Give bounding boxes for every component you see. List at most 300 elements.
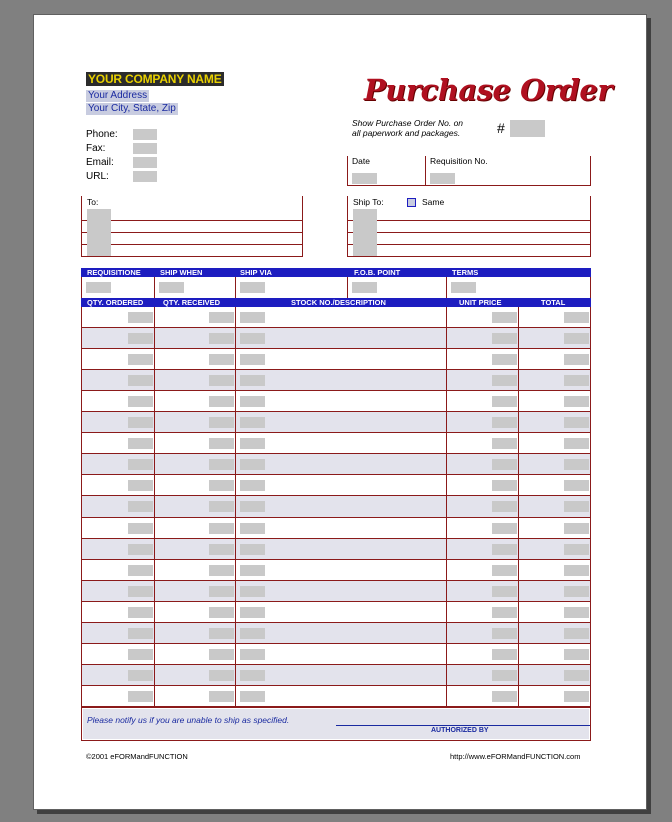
row-column-divider <box>154 412 155 433</box>
po-note <box>352 118 463 138</box>
date-box-bottom-border <box>347 185 591 186</box>
phone-field[interactable] <box>133 129 157 140</box>
unit-price-field[interactable] <box>492 544 517 555</box>
description-field[interactable] <box>240 670 265 681</box>
row-column-divider <box>154 602 155 623</box>
total-field[interactable] <box>564 565 589 576</box>
row-column-divider <box>81 454 82 475</box>
row-column-divider <box>235 686 236 707</box>
row-column-divider <box>81 412 82 433</box>
to-box <box>81 196 303 257</box>
row-column-divider <box>154 496 155 517</box>
row-column-divider <box>81 665 82 686</box>
table-row <box>81 665 591 686</box>
purchase-order-page <box>33 14 647 810</box>
requisition-field[interactable] <box>430 173 455 184</box>
row-column-divider <box>518 328 519 349</box>
terms-field[interactable] <box>451 282 476 293</box>
header-ship-when: SHIP WHEN <box>160 268 203 277</box>
row-column-divider <box>590 602 591 623</box>
row-column-divider <box>81 328 82 349</box>
info-row-sep-5 <box>590 277 591 298</box>
row-column-divider <box>154 518 155 539</box>
po-number-field[interactable] <box>510 120 545 137</box>
unit-price-field[interactable] <box>492 480 517 491</box>
date-box-divider <box>425 156 426 186</box>
qty-ordered-field[interactable] <box>128 565 153 576</box>
qty-received-field[interactable] <box>209 354 234 365</box>
row-column-divider <box>235 518 236 539</box>
copyright: ©2001 eFORMandFUNCTION <box>86 752 188 761</box>
unit-price-field[interactable] <box>492 312 517 323</box>
row-column-divider <box>81 539 82 560</box>
unit-price-field[interactable] <box>492 691 517 702</box>
table-row <box>81 412 591 433</box>
total-field[interactable] <box>564 375 589 386</box>
row-column-divider <box>446 644 447 665</box>
description-field[interactable] <box>240 691 265 702</box>
row-column-divider <box>235 496 236 517</box>
row-column-divider <box>81 560 82 581</box>
qty-received-field[interactable] <box>209 480 234 491</box>
unit-price-field[interactable] <box>492 396 517 407</box>
row-column-divider <box>590 496 591 517</box>
table-row <box>81 307 591 328</box>
qty-ordered-field[interactable] <box>128 438 153 449</box>
header-unit-price: UNIT PRICE <box>459 298 502 307</box>
info-row-sep-1 <box>154 277 155 298</box>
total-field[interactable] <box>564 607 589 618</box>
row-column-divider <box>81 475 82 496</box>
row-column-divider <box>518 412 519 433</box>
row-column-divider <box>81 644 82 665</box>
row-column-divider <box>446 391 447 412</box>
row-column-divider <box>81 370 82 391</box>
to-address-field[interactable] <box>87 209 111 256</box>
header-fob-point: F.O.B. POINT <box>354 268 401 277</box>
company-name: YOUR COMPANY NAME <box>88 72 222 86</box>
ship-to-line-1 <box>347 220 591 221</box>
info-row-sep-2 <box>235 277 236 298</box>
description-field[interactable] <box>240 628 265 639</box>
row-column-divider <box>446 581 447 602</box>
table-row <box>81 686 591 707</box>
row-column-divider <box>446 602 447 623</box>
total-field[interactable] <box>564 544 589 555</box>
row-column-divider <box>154 391 155 412</box>
unit-price-field[interactable] <box>492 375 517 386</box>
qty-received-field[interactable] <box>209 501 234 512</box>
description-field[interactable] <box>240 333 265 344</box>
header-qty-received: QTY. RECEIVED <box>163 298 221 307</box>
row-column-divider <box>518 581 519 602</box>
row-column-divider <box>518 518 519 539</box>
qty-received-field[interactable] <box>209 649 234 660</box>
table-row <box>81 602 591 623</box>
po-note-line-2: all paperwork and packages. <box>352 128 461 138</box>
authorized-by-label: AUTHORIZED BY <box>431 727 489 734</box>
qty-received-field[interactable] <box>209 396 234 407</box>
qty-ordered-field[interactable] <box>128 523 153 534</box>
row-column-divider <box>235 328 236 349</box>
description-field[interactable] <box>240 649 265 660</box>
header-stock-description: STOCK NO./DESCRIPTION <box>291 298 386 307</box>
description-field[interactable] <box>240 417 265 428</box>
total-field[interactable] <box>564 501 589 512</box>
qty-ordered-field[interactable] <box>128 354 153 365</box>
url-field[interactable] <box>133 171 157 182</box>
row-column-divider <box>235 412 236 433</box>
row-column-divider <box>518 560 519 581</box>
qty-received-field[interactable] <box>209 438 234 449</box>
qty-received-field[interactable] <box>209 586 234 597</box>
qty-received-field[interactable] <box>209 565 234 576</box>
row-column-divider <box>590 644 591 665</box>
to-line-1 <box>81 220 303 221</box>
email-label: Email: <box>86 157 114 168</box>
row-column-divider <box>590 518 591 539</box>
table-row <box>81 391 591 412</box>
total-field[interactable] <box>564 523 589 534</box>
table-row <box>81 433 591 454</box>
ship-to-box <box>347 196 591 257</box>
row-column-divider <box>446 349 447 370</box>
row-column-divider <box>446 623 447 644</box>
qty-received-field[interactable] <box>209 459 234 470</box>
row-column-divider <box>81 391 82 412</box>
row-column-divider <box>590 475 591 496</box>
row-column-divider <box>81 496 82 517</box>
row-column-divider <box>446 518 447 539</box>
unit-price-field[interactable] <box>492 354 517 365</box>
description-field[interactable] <box>240 523 265 534</box>
description-field[interactable] <box>240 438 265 449</box>
phone-label: Phone: <box>86 129 118 140</box>
ship-to-line-2 <box>347 232 591 233</box>
same-checkbox[interactable] <box>407 198 416 207</box>
row-column-divider <box>235 644 236 665</box>
qty-ordered-field[interactable] <box>128 670 153 681</box>
to-line-4 <box>81 256 303 257</box>
row-column-divider <box>81 581 82 602</box>
row-column-divider <box>446 686 447 707</box>
row-column-divider <box>446 307 447 328</box>
ship-via-field[interactable] <box>240 282 265 293</box>
qty-ordered-field[interactable] <box>128 312 153 323</box>
unit-price-field[interactable] <box>492 628 517 639</box>
total-field[interactable] <box>564 628 589 639</box>
description-field[interactable] <box>240 312 265 323</box>
description-field[interactable] <box>240 480 265 491</box>
row-column-divider <box>590 539 591 560</box>
qty-ordered-field[interactable] <box>128 691 153 702</box>
description-field[interactable] <box>240 565 265 576</box>
qty-ordered-field[interactable] <box>128 586 153 597</box>
qty-received-field[interactable] <box>209 523 234 534</box>
qty-ordered-field[interactable] <box>128 459 153 470</box>
row-column-divider <box>590 560 591 581</box>
row-column-divider <box>590 454 591 475</box>
row-column-divider <box>235 602 236 623</box>
row-column-divider <box>154 328 155 349</box>
row-column-divider <box>518 496 519 517</box>
row-column-divider <box>235 433 236 454</box>
table-row <box>81 496 591 517</box>
page-title: Purchase Order <box>364 73 613 107</box>
description-field[interactable] <box>240 501 265 512</box>
qty-ordered-field[interactable] <box>128 333 153 344</box>
notify-box <box>81 707 591 741</box>
row-column-divider <box>81 433 82 454</box>
to-box-left <box>81 196 82 257</box>
po-hash: # <box>497 120 505 136</box>
row-column-divider <box>518 307 519 328</box>
qty-ordered-field[interactable] <box>128 480 153 491</box>
unit-price-field[interactable] <box>492 438 517 449</box>
total-field[interactable] <box>564 438 589 449</box>
ship-to-address-field[interactable] <box>353 209 377 256</box>
signature-line[interactable] <box>336 725 590 726</box>
header-ship-via: SHIP VIA <box>240 268 272 277</box>
fob-point-field[interactable] <box>352 282 377 293</box>
item-header-bar <box>81 298 591 307</box>
qty-ordered-field[interactable] <box>128 544 153 555</box>
description-field[interactable] <box>240 396 265 407</box>
row-column-divider <box>590 328 591 349</box>
qty-received-field[interactable] <box>209 670 234 681</box>
row-column-divider <box>590 391 591 412</box>
header-qty-ordered: QTY. ORDERED <box>87 298 144 307</box>
unit-price-field[interactable] <box>492 607 517 618</box>
date-box-left-border <box>347 156 348 186</box>
qty-ordered-field[interactable] <box>128 417 153 428</box>
unit-price-field[interactable] <box>492 649 517 660</box>
qty-received-field[interactable] <box>209 544 234 555</box>
total-field[interactable] <box>564 480 589 491</box>
row-column-divider <box>81 686 82 707</box>
description-field[interactable] <box>240 544 265 555</box>
unit-price-field[interactable] <box>492 670 517 681</box>
row-column-divider <box>590 581 591 602</box>
unit-price-field[interactable] <box>492 459 517 470</box>
info-header-bar <box>81 268 591 277</box>
info-row <box>81 277 591 298</box>
table-row <box>81 475 591 496</box>
qty-received-field[interactable] <box>209 333 234 344</box>
total-field[interactable] <box>564 586 589 597</box>
qty-received-field[interactable] <box>209 375 234 386</box>
qty-received-field[interactable] <box>209 628 234 639</box>
table-row <box>81 623 591 644</box>
row-column-divider <box>518 454 519 475</box>
ship-when-field[interactable] <box>159 282 184 293</box>
ship-to-box-right <box>590 196 591 257</box>
row-column-divider <box>154 307 155 328</box>
qty-ordered-field[interactable] <box>128 375 153 386</box>
info-row-sep-0 <box>81 277 82 298</box>
row-column-divider <box>235 560 236 581</box>
row-column-divider <box>518 602 519 623</box>
row-column-divider <box>518 686 519 707</box>
fax-label: Fax: <box>86 143 106 154</box>
row-column-divider <box>154 370 155 391</box>
email-field[interactable] <box>133 157 157 168</box>
row-column-divider <box>518 644 519 665</box>
table-row <box>81 581 591 602</box>
row-column-divider <box>81 518 82 539</box>
qty-ordered-field[interactable] <box>128 607 153 618</box>
row-column-divider <box>81 307 82 328</box>
row-column-divider <box>235 370 236 391</box>
total-field[interactable] <box>564 333 589 344</box>
to-label: To: <box>87 197 99 207</box>
table-row <box>81 518 591 539</box>
table-row <box>81 349 591 370</box>
info-row-sep-3 <box>347 277 348 298</box>
total-field[interactable] <box>564 459 589 470</box>
qty-received-field[interactable] <box>209 312 234 323</box>
row-column-divider <box>154 433 155 454</box>
ship-to-line-3 <box>347 244 591 245</box>
row-column-divider <box>235 349 236 370</box>
description-field[interactable] <box>240 586 265 597</box>
total-field[interactable] <box>564 670 589 681</box>
row-column-divider <box>154 475 155 496</box>
row-column-divider <box>446 433 447 454</box>
header-total: TOTAL <box>541 298 566 307</box>
unit-price-field[interactable] <box>492 501 517 512</box>
row-column-divider <box>446 412 447 433</box>
qty-received-field[interactable] <box>209 607 234 618</box>
row-column-divider <box>518 539 519 560</box>
total-field[interactable] <box>564 417 589 428</box>
date-label: Date <box>352 156 370 166</box>
row-column-divider <box>446 560 447 581</box>
fax-field[interactable] <box>133 143 157 154</box>
description-field[interactable] <box>240 375 265 386</box>
row-column-divider <box>446 665 447 686</box>
row-column-divider <box>590 412 591 433</box>
description-field[interactable] <box>240 607 265 618</box>
table-row <box>81 644 591 665</box>
qty-received-field[interactable] <box>209 691 234 702</box>
table-row <box>81 560 591 581</box>
row-column-divider <box>154 686 155 707</box>
row-column-divider <box>235 307 236 328</box>
requisition-label: Requisition No. <box>430 156 488 166</box>
row-column-divider <box>518 665 519 686</box>
unit-price-field[interactable] <box>492 565 517 576</box>
row-column-divider <box>518 433 519 454</box>
header-terms: TERMS <box>452 268 479 277</box>
total-field[interactable] <box>564 649 589 660</box>
row-column-divider <box>446 496 447 517</box>
row-column-divider <box>154 623 155 644</box>
unit-price-field[interactable] <box>492 586 517 597</box>
to-box-right <box>302 196 303 257</box>
total-field[interactable] <box>564 691 589 702</box>
row-column-divider <box>235 454 236 475</box>
date-field[interactable] <box>352 173 377 184</box>
row-column-divider <box>518 370 519 391</box>
row-column-divider <box>154 581 155 602</box>
notify-text: Please notify us if you are unable to ship as specified. <box>87 715 290 725</box>
row-column-divider <box>446 370 447 391</box>
row-column-divider <box>81 349 82 370</box>
row-column-divider <box>154 454 155 475</box>
row-column-divider <box>154 665 155 686</box>
same-label: Same <box>422 197 445 207</box>
total-field[interactable] <box>564 354 589 365</box>
row-column-divider <box>154 349 155 370</box>
to-line-2 <box>81 232 303 233</box>
row-column-divider <box>235 665 236 686</box>
row-column-divider <box>590 307 591 328</box>
ship-to-label: Ship To: <box>353 197 384 207</box>
header-requisitioner: REQUISITIONE <box>87 268 141 277</box>
row-column-divider <box>235 475 236 496</box>
total-field[interactable] <box>564 396 589 407</box>
row-column-divider <box>590 686 591 707</box>
table-row <box>81 370 591 391</box>
table-row <box>81 454 591 475</box>
ship-to-line-4 <box>347 256 591 257</box>
row-column-divider <box>590 623 591 644</box>
qty-ordered-field[interactable] <box>128 501 153 512</box>
unit-price-field[interactable] <box>492 523 517 534</box>
row-column-divider <box>518 623 519 644</box>
row-column-divider <box>590 349 591 370</box>
unit-price-field[interactable] <box>492 417 517 428</box>
row-column-divider <box>518 475 519 496</box>
row-column-divider <box>235 623 236 644</box>
row-column-divider <box>590 665 591 686</box>
total-field[interactable] <box>564 312 589 323</box>
row-column-divider <box>235 581 236 602</box>
qty-ordered-field[interactable] <box>128 649 153 660</box>
row-column-divider <box>154 560 155 581</box>
website-link[interactable]: http://www.eFORMandFUNCTION.com <box>450 752 581 761</box>
description-field[interactable] <box>240 354 265 365</box>
qty-ordered-field[interactable] <box>128 396 153 407</box>
qty-ordered-field[interactable] <box>128 628 153 639</box>
row-column-divider <box>81 602 82 623</box>
date-box-right-border <box>590 156 591 186</box>
row-column-divider <box>518 391 519 412</box>
row-column-divider <box>446 454 447 475</box>
row-column-divider <box>235 539 236 560</box>
row-column-divider <box>446 328 447 349</box>
unit-price-field[interactable] <box>492 333 517 344</box>
row-column-divider <box>154 539 155 560</box>
qty-received-field[interactable] <box>209 417 234 428</box>
info-row-sep-4 <box>446 277 447 298</box>
requisitioner-field[interactable] <box>86 282 111 293</box>
table-row <box>81 539 591 560</box>
table-row <box>81 328 591 349</box>
item-rows <box>81 307 591 707</box>
row-column-divider <box>518 349 519 370</box>
to-line-3 <box>81 244 303 245</box>
url-label: URL: <box>86 171 109 182</box>
company-address: Your Address <box>88 90 148 101</box>
po-note-line-1: Show Purchase Order No. on <box>352 118 464 128</box>
description-field[interactable] <box>240 459 265 470</box>
row-column-divider <box>590 433 591 454</box>
ship-to-box-left <box>347 196 348 257</box>
row-column-divider <box>154 644 155 665</box>
row-column-divider <box>446 475 447 496</box>
